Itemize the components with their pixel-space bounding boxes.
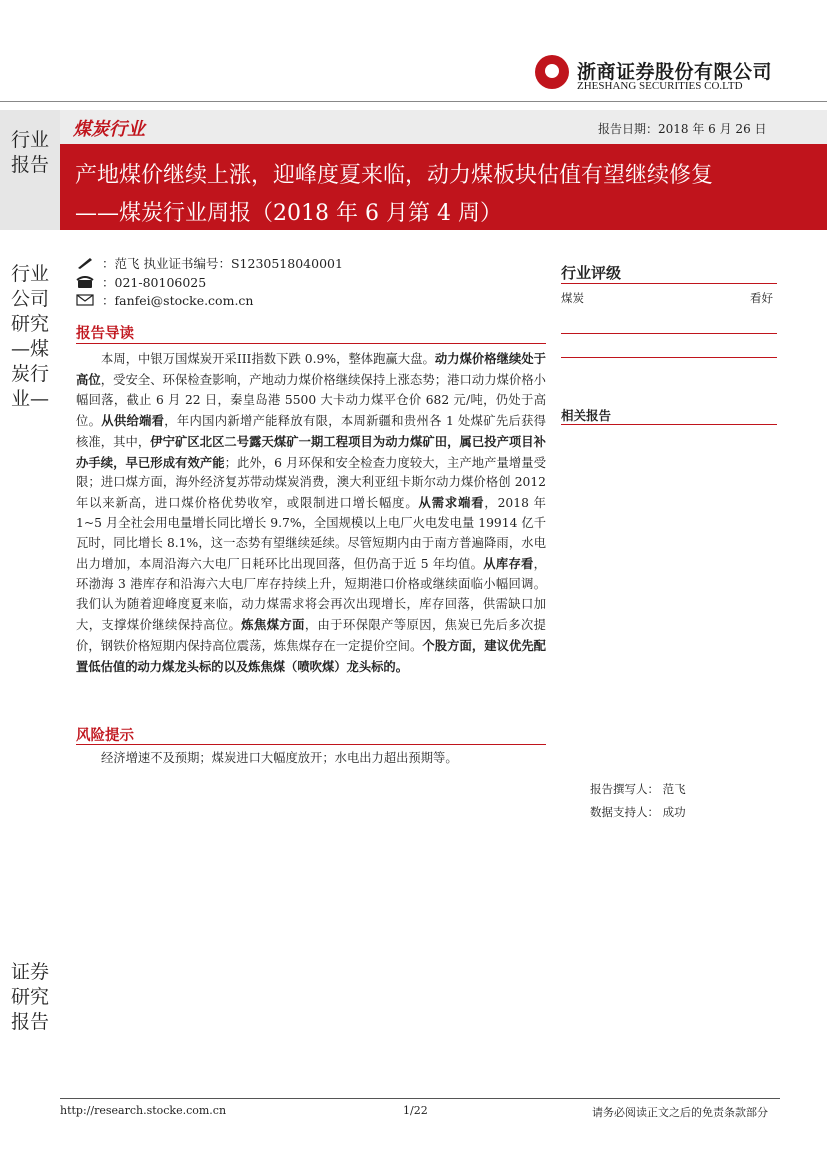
- rating-divider: [561, 283, 777, 284]
- data-support: 数据支持人： 成功: [590, 805, 686, 819]
- rating-heading: 行业评级: [561, 264, 622, 282]
- guide-divider: [76, 343, 546, 344]
- side-label-middle: 行业公司研究—煤炭行业—: [10, 263, 49, 410]
- guide-text: ，年内国内新增产能释放有限，本周新疆和贵州各 1 处煤矿先后获得核准，其中，: [76, 413, 546, 449]
- guide-text: ，由于环保限产等原因，焦炭已先后多次提价，钢铁价格短期内保持高位震荡，炼焦煤存在一定提价空间。: [76, 617, 546, 653]
- report-title: 产地煤价继续上涨，迎峰度夏来临，动力煤板块估值有望继续修复: [75, 163, 714, 188]
- guide-body: [76, 349, 546, 678]
- guide-text: 本周，中银万国煤炭开采III指数下跌 0.9%，整体跑赢大盘。: [101, 352, 435, 366]
- rating-industry: 煤炭: [561, 291, 584, 305]
- phone-icon: [76, 276, 94, 288]
- guide-highlight: 伊宁矿区北区二号露天煤矿一期工程项目为动力煤矿田，属已投产项目补办手续，早已形成有效产能: [76, 433, 546, 470]
- guide-highlight: 个股方面，建议优先配置低估值的动力煤龙头标的以及炼焦煤（喷吹煤）龙头标的。: [76, 637, 546, 674]
- rating-value: 看好: [750, 291, 773, 305]
- header-divider: [0, 101, 827, 102]
- contact-author: [76, 254, 343, 272]
- guide-text: ，2018 年 1~5 月全社会用电量增长同比增长 9.7%，全国规模以上电厂火电发电量 19914 亿千瓦时，同比增长 8.1%，这一态势有望继续延续。尽管短期内由于南方普遍降雨，水电出力增加，本周沿海六大电厂日耗环比出现回落，但仍高于近 5 年均值。: [76, 496, 546, 572]
- company-name-cn: 浙商证券股份有限公司: [577, 61, 773, 83]
- contact-phone: [76, 273, 206, 291]
- contact-email: [76, 291, 253, 309]
- risk-heading: 风险提示: [76, 728, 134, 744]
- guide-highlight: 从库存看: [483, 556, 534, 572]
- pen-icon: [76, 257, 94, 269]
- mail-icon: [76, 294, 94, 306]
- risk-divider: [76, 744, 546, 745]
- email-text[interactable]: ：fanfei@stocke.com.cn: [102, 293, 254, 308]
- guide-highlight: 从供给端看: [101, 412, 165, 428]
- company-name-en: ZHESHANG SECURITIES CO.LTD: [577, 80, 743, 92]
- disclaimer-note: 请务必阅读正文之后的免责条款部分: [592, 1106, 768, 1119]
- guide-highlight: 从需求端看: [418, 495, 485, 511]
- category-title: 煤炭行业: [73, 119, 145, 140]
- related-heading: 相关报告: [561, 408, 612, 423]
- guide-highlight: 炼焦煤方面: [241, 616, 305, 632]
- report-subtitle: ——煤炭行业周报（2018 年 6 月第 4 周）: [75, 201, 502, 226]
- risk-text: 经济增速不及预期；煤炭进口大幅度放开；水电出力超出预期等。: [101, 751, 458, 765]
- footer-divider: [60, 1098, 780, 1099]
- report-date: 报告日期：2018 年 6 月 26 日: [598, 122, 767, 136]
- side-label-bottom: 证券研究报告: [10, 961, 49, 1033]
- report-writer: 报告撰写人： 范飞: [590, 782, 686, 796]
- company-logo: [535, 55, 775, 95]
- page-number: 1/22: [403, 1104, 428, 1117]
- phone-text: ：021-80106025: [102, 275, 207, 290]
- guide-text: ，环渤海 3 港库存和沿海六大电厂库存持续上升，短期港口价格或继续面临小幅回调。我们认为随着迎峰度夏来临，动力煤需求将会再次出现增长，库存回落，供需缺口加大，支撑煤价继续保持高位。: [76, 557, 546, 632]
- side-label-top: 行业报告: [10, 129, 49, 176]
- guide-text: ；此外，6 月环保和安全检查力度较大，主产地产量增量受限；进口煤方面，海外经济复苏带动煤炭消费，澳大利亚纽卡斯尔动力煤价格创 2012 年以来新高，进口煤价格优势收窄，或限制进口增长幅度。: [76, 455, 546, 511]
- logo-mark-icon: [535, 55, 569, 89]
- guide-highlight: 动力煤价格继续处于高位: [76, 351, 546, 387]
- rating-divider: [561, 357, 777, 358]
- author-text: ：范飞 执业证书编号：S1230518040001: [102, 256, 343, 271]
- guide-heading: 报告导读: [76, 326, 134, 342]
- guide-text: ，受安全、环保检查影响，产地动力煤价格继续保持上涨态势；港口动力煤价格小幅回落，截止 6 月 22 日，秦皇岛港 5500 大卡动力煤平仓价 682 元/吨，仍处于高位。: [76, 372, 546, 428]
- footer-url[interactable]: http://research.stocke.com.cn: [60, 1104, 227, 1117]
- related-divider: [561, 424, 777, 425]
- rating-divider: [561, 333, 777, 334]
